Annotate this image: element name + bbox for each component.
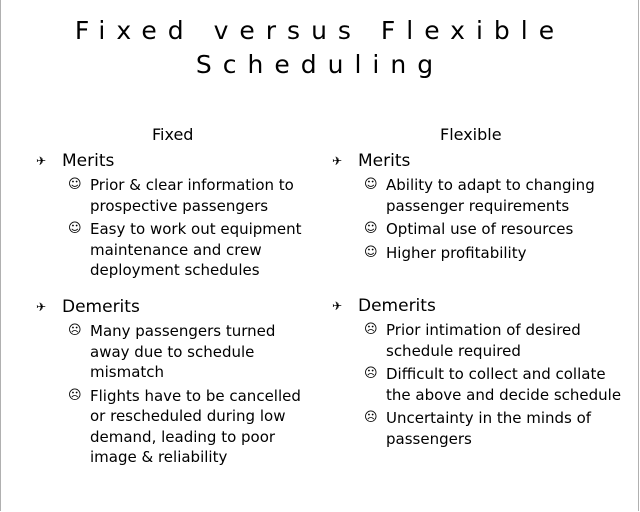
list-item (330, 219, 630, 240)
flexible-demerits-label: Demerits (358, 296, 436, 316)
fixed-demerits-label: Demerits (62, 297, 140, 317)
fixed-heading: Fixed (152, 125, 194, 144)
flexible-merits-list (330, 175, 630, 263)
flexible-merits-header (330, 150, 630, 172)
smiley-face-icon: ☺ (68, 177, 82, 192)
list-item (34, 219, 314, 281)
list-item-text: Many passengers turned away due to schedule mismatch (90, 322, 276, 381)
flexible-heading: Flexible (440, 125, 502, 144)
list-item-text: Prior & clear information to prospective passengers (90, 176, 294, 215)
smiley-face-icon: ☺ (364, 221, 378, 236)
smiley-face-icon: ☺ (364, 177, 378, 192)
smiley-face-icon: ☺ (68, 221, 82, 236)
list-item-text: Higher profitability (386, 243, 527, 262)
flexible-merits-label: Merits (358, 151, 411, 171)
list-item-text: Prior intimation of desired schedule required (386, 321, 581, 360)
list-item (34, 175, 314, 216)
list-item-text: Flights have to be cancelled or rescheduled during low demand, leading to poor image & reliability (90, 386, 301, 466)
list-item (330, 408, 630, 449)
fixed-demerits-section (34, 296, 314, 471)
flexible-merits-section (330, 150, 630, 266)
list-item-text: Ability to adapt to changing passenger requirements (386, 176, 595, 215)
airplane-icon: ✈ (36, 300, 47, 314)
frown-face-icon: ☹ (364, 322, 378, 337)
list-item (34, 386, 314, 468)
frown-face-icon: ☹ (68, 323, 82, 338)
list-item (330, 175, 630, 216)
fixed-demerits-header (34, 296, 314, 318)
airplane-icon: ✈ (332, 154, 343, 168)
frown-face-icon: ☹ (364, 366, 378, 381)
frown-face-icon: ☹ (68, 387, 82, 403)
fixed-merits-header (34, 150, 314, 172)
smiley-face-icon: ☺ (364, 244, 378, 260)
list-item-text: Difficult to collect and collate the above and decide schedule (386, 365, 622, 404)
list-item-text: Optimal use of resources (386, 220, 574, 238)
slide-title (0, 14, 640, 82)
fixed-demerits-list (34, 321, 314, 468)
fixed-merits-label: Merits (62, 151, 115, 171)
list-item-text: Easy to work out equipment maintenance and crew deployment schedules (90, 220, 302, 279)
flexible-demerits-header (330, 295, 630, 317)
airplane-icon: ✈ (36, 154, 47, 168)
list-item (330, 364, 630, 405)
frown-face-icon: ☹ (364, 410, 378, 425)
title-line-2: Scheduling (195, 50, 445, 79)
flexible-demerits-list (330, 320, 630, 449)
list-item (330, 320, 630, 361)
title-line-1: Fixed versus Flexible (74, 16, 566, 45)
airplane-icon: ✈ (332, 299, 343, 313)
flexible-demerits-section (330, 295, 630, 452)
fixed-merits-list (34, 175, 314, 281)
fixed-merits-section (34, 150, 314, 284)
list-item-text: Uncertainty in the minds of passengers (386, 409, 592, 448)
list-item (34, 321, 314, 383)
list-item (330, 243, 630, 264)
